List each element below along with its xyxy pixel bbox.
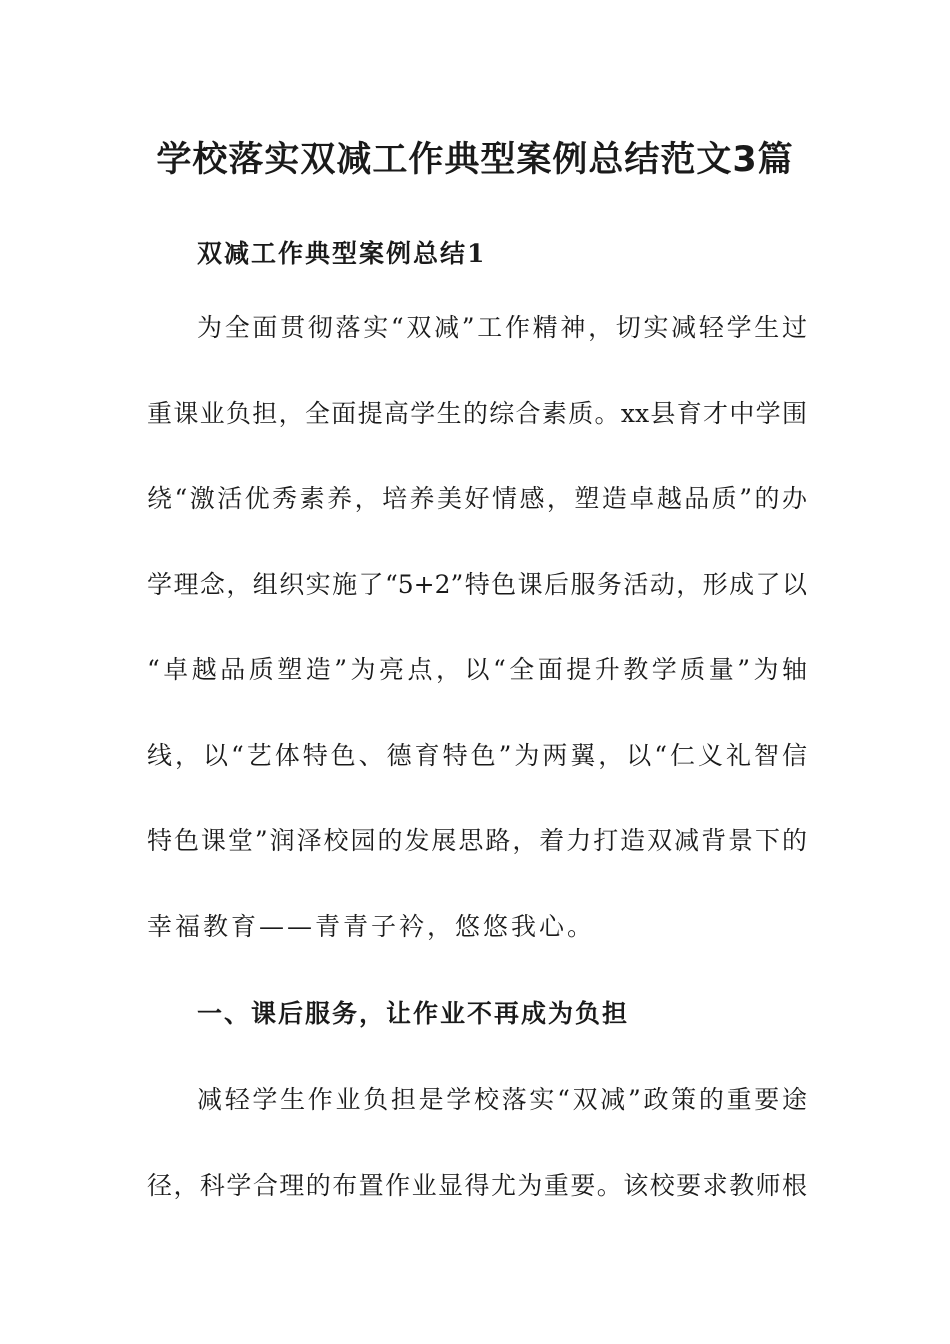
paragraph-line: 幸福教育——青青子衿，悠悠我心。	[147, 912, 596, 941]
paragraph-line: 绕“激活优秀素养，培养美好情感，塑造卓越品质”的办	[147, 484, 807, 513]
paragraph-line: 为全面贯彻落实“双减”工作精神，切实减轻学生过	[197, 313, 807, 342]
paragraph-line: 减轻学生作业负担是学校落实“双减”政策的重要途	[197, 1085, 807, 1114]
paragraph-line: 线，以“艺体特色、德育特色”为两翼，以“仁义礼智信	[147, 741, 807, 770]
paragraph-line: 径，科学合理的布置作业显得尤为重要。该校要求教师根	[147, 1171, 807, 1200]
document-title: 学校落实双减工作典型案例总结范文3篇	[156, 140, 794, 180]
paragraph-line: 学理念，组织实施了“5+2”特色课后服务活动，形成了以	[147, 570, 807, 599]
paragraph-line: 重课业负担，全面提高学生的综合素质。xx县育才中学围	[147, 399, 807, 428]
paragraph-line: 特色课堂”润泽校园的发展思路，着力打造双减背景下的	[147, 826, 807, 855]
subheading: 一、课后服务，让作业不再成为负担	[197, 999, 630, 1028]
paragraph-line: “卓越品质塑造”为亮点，以“全面提升教学质量”为轴	[147, 655, 807, 684]
section-heading: 双减工作典型案例总结1	[197, 239, 487, 268]
